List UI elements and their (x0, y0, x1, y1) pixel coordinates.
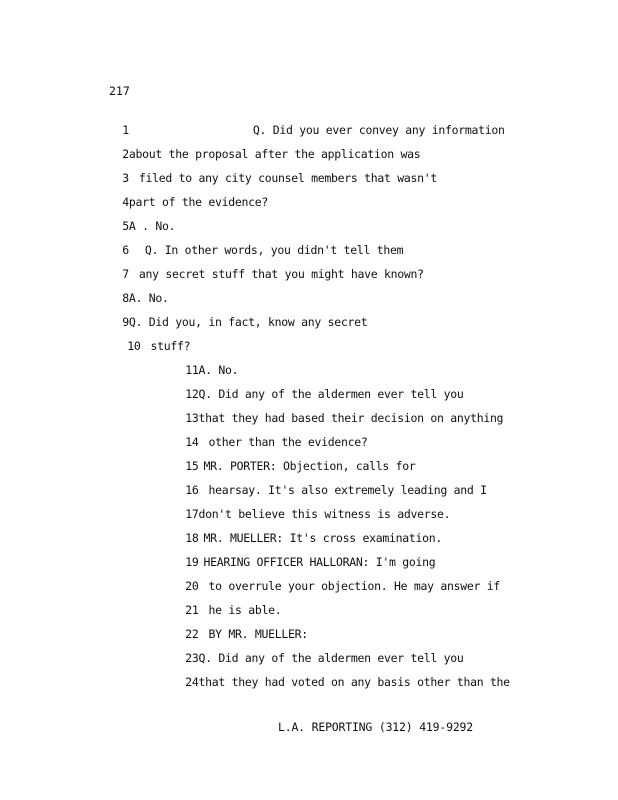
line-text: Q. Did any of the aldermen ever tell you (198, 651, 464, 665)
line-text: filed to any city counsel members that wasn't (138, 171, 437, 185)
line-text: A . No. (128, 219, 176, 233)
line-number: 8 (122, 291, 129, 305)
line-text: that they had voted on any basis other than the (198, 675, 510, 689)
line-text: BY MR. MUELLER: (208, 627, 308, 641)
line-text: Q. Did you ever convey any information (252, 123, 505, 137)
line-number: 4 (122, 195, 129, 209)
line-number: 24 (185, 675, 199, 689)
transcript-line-24 (172, 661, 510, 689)
line-number: 1 (122, 123, 129, 137)
line-number: 18 (185, 531, 199, 545)
line-number: 21 (185, 603, 199, 617)
line-text: about the proposal after the application was (128, 147, 421, 161)
line-text: any secret stuff that you might have known? (138, 267, 424, 281)
line-number: 17 (185, 507, 199, 521)
line-number: 19 (185, 555, 199, 569)
line-number: 23 (185, 651, 199, 665)
line-number: 20 (185, 579, 199, 593)
line-text: A. No. (198, 363, 239, 377)
line-text: HEARING OFFICER HALLORAN: I'm going (203, 555, 436, 569)
line-number: 6 (122, 243, 129, 257)
line-text: stuff? (150, 339, 191, 353)
line-number: 22 (185, 627, 199, 641)
line-number: 5 (122, 219, 129, 233)
line-text: other than the evidence? (208, 435, 368, 449)
line-number: 9 (122, 315, 129, 329)
line-text: A. No. (128, 291, 169, 305)
line-number: 13 (185, 411, 199, 425)
line-text: Q. In other words, you didn't tell them (144, 243, 404, 257)
line-text: part of the evidence? (128, 195, 268, 209)
line-text: Q. Did you, in fact, know any secret (128, 315, 368, 329)
line-number: 3 (122, 171, 129, 185)
line-number: 10 (127, 339, 141, 353)
line-number: 14 (185, 435, 199, 449)
page-number: 217 (109, 84, 130, 98)
line-text: Q. Did any of the aldermen ever tell you (198, 387, 464, 401)
footer-reporter: L.A. REPORTING (312) 419-9292 (278, 720, 473, 734)
line-number: 15 (185, 459, 199, 473)
line-text: that they had based their decision on anything (198, 411, 504, 425)
line-text: MR. PORTER: Objection, calls for (203, 459, 416, 473)
line-number: 11 (185, 363, 199, 377)
line-number: 12 (185, 387, 199, 401)
line-text: to overrule your objection. He may answer if (208, 579, 500, 593)
line-text: he is able. (208, 603, 282, 617)
line-number: 16 (185, 483, 199, 497)
line-text: hearsay. It's also extremely leading and I (208, 483, 487, 497)
line-number: 2 (122, 147, 129, 161)
line-number: 7 (122, 267, 129, 281)
line-text: don't believe this witness is adverse. (198, 507, 451, 521)
line-text: MR. MUELLER: It's cross examination. (203, 531, 442, 545)
